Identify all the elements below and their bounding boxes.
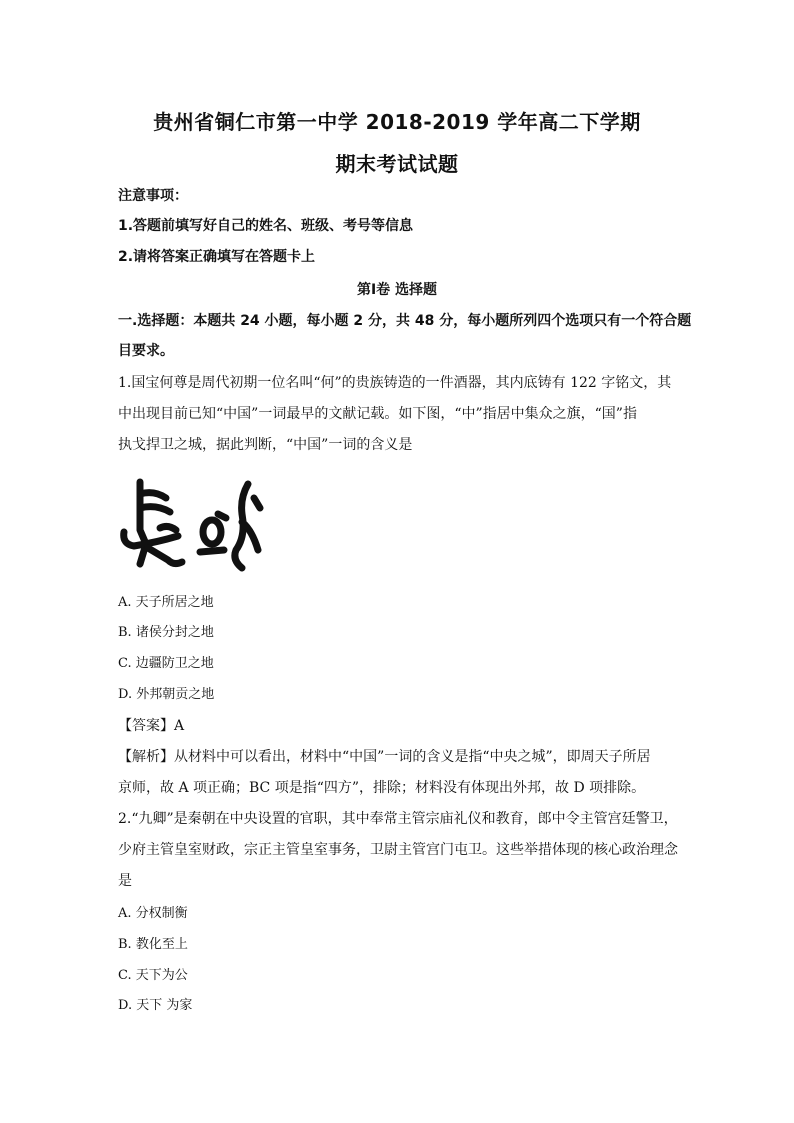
exam-title: 贵州省铜仁市第一中学 2018-2019 学年高二下学期 [153, 110, 641, 134]
bronze-inscription-image [118, 478, 268, 578]
q1-stem-line-1: 1.国宝何尊是周代初期一位名叫“何”的贵族铸造的一件酒器，其内底铸有 122 字铭文，其 [118, 375, 672, 391]
q1-analysis-line-1: 【解析】从材料中可以看出，材料中“中国”一词的含义是指“中央之城”，即周天子所居 [118, 749, 651, 765]
note-2: 2.请将答案正确填写在答题卡上 [118, 249, 316, 265]
q1-option-d: D. 外邦朝贡之地 [118, 687, 215, 702]
q2-option-a: A. 分权制衡 [118, 906, 188, 921]
q1-answer: 【答案】A [118, 718, 185, 734]
q2-option-b: B. 教化至上 [118, 937, 188, 952]
q1-option-a: A. 天子所居之地 [118, 595, 214, 610]
q2-option-d: D. 天下 为家 [118, 998, 193, 1013]
q2-stem-line-1: 2.“九卿”是秦朝在中央设置的官职，其中奉常主管宗庙礼仪和教育，郎中令主管宫廷警卫， [118, 811, 678, 827]
q2-stem-line-3: 是 [118, 873, 132, 889]
part-intro-line-2: 目要求。 [118, 343, 174, 359]
q1-stem-line-2: 中出现目前已知“中国”一词最早的文献记载。如下图，“中”指居中集众之旗，“国”指 [118, 406, 637, 422]
q1-stem-line-3: 执戈捍卫之城，据此判断，“中国”一词的含义是 [118, 437, 413, 453]
q1-analysis-line-2: 京师，故 A 项正确；BC 项是指“四方”，排除；材料没有体现出外邦，故 D 项排除。 [118, 780, 646, 796]
q1-option-c: C. 边疆防卫之地 [118, 656, 214, 671]
section-title: 第Ⅰ卷 选择题 [356, 282, 438, 298]
exam-subtitle: 期末考试试题 [335, 152, 459, 176]
q1-option-b: B. 诸侯分封之地 [118, 625, 214, 640]
q2-stem-line-2: 少府主管皇室财政，宗正主管皇室事务，卫尉主管宫门屯卫。这些举措体现的核心政治理念 [118, 842, 678, 858]
note-1: 1.答题前填写好自己的姓名、班级、考号等信息 [118, 218, 414, 234]
notes-heading: 注意事项： [118, 188, 188, 204]
q2-option-c: C. 天下为公 [118, 968, 188, 983]
part-intro-line-1: 一.选择题：本题共 24 小题，每小题 2 分，共 48 分，每小题所列四个选项只有一个符合题 [118, 313, 692, 329]
